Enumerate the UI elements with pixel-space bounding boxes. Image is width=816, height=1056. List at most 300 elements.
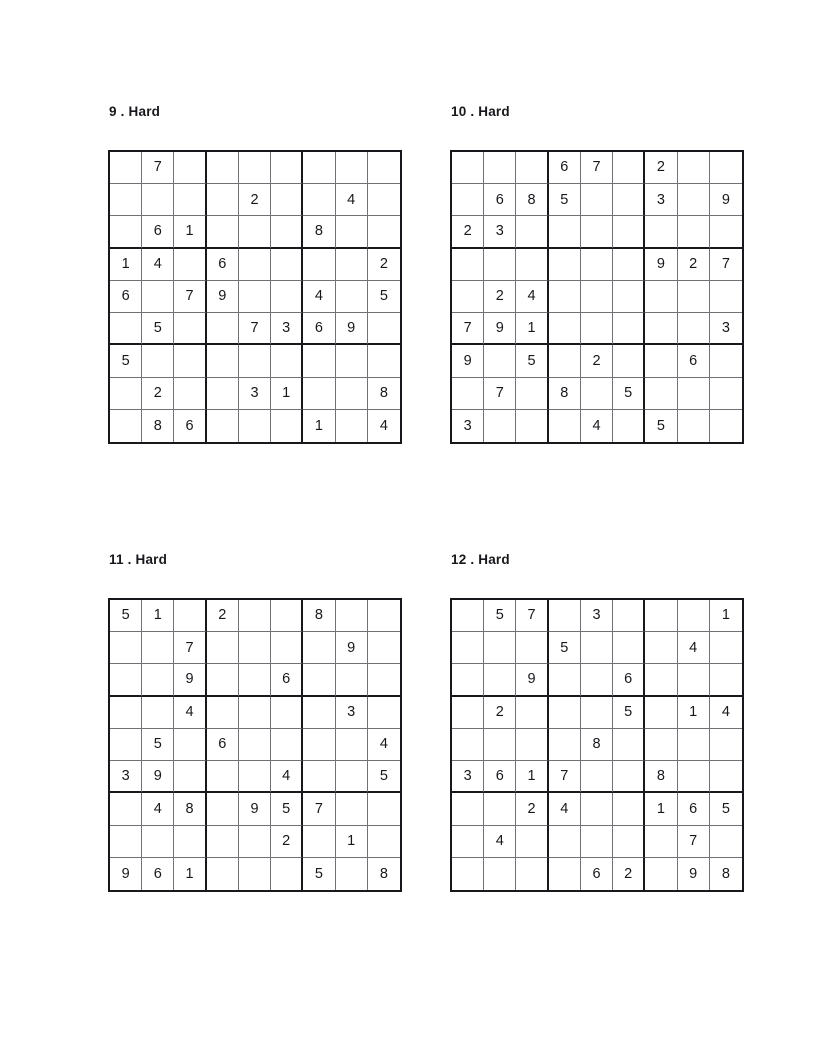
- sudoku-cell-given[interactable]: 9: [336, 313, 368, 345]
- sudoku-cell-empty[interactable]: [581, 184, 613, 216]
- sudoku-cell-empty[interactable]: [581, 249, 613, 281]
- sudoku-cell-empty[interactable]: [368, 184, 400, 216]
- sudoku-cell-given[interactable]: 3: [710, 313, 742, 345]
- sudoku-cell-empty[interactable]: [581, 378, 613, 410]
- sudoku-cell-empty[interactable]: [613, 184, 645, 216]
- sudoku-cell-empty[interactable]: [303, 826, 335, 858]
- sudoku-cell-given[interactable]: 6: [678, 793, 710, 825]
- sudoku-cell-empty[interactable]: [142, 345, 174, 377]
- sudoku-cell-empty[interactable]: [142, 664, 174, 696]
- sudoku-cell-empty[interactable]: [207, 345, 239, 377]
- sudoku-cell-empty[interactable]: [710, 826, 742, 858]
- sudoku-cell-empty[interactable]: [645, 216, 677, 248]
- sudoku-cell-empty[interactable]: [239, 345, 271, 377]
- sudoku-cell-empty[interactable]: [174, 600, 206, 632]
- sudoku-cell-empty[interactable]: [174, 249, 206, 281]
- sudoku-cell-given[interactable]: 8: [379, 865, 388, 882]
- sudoku-cell-given[interactable]: 3: [581, 600, 613, 632]
- sudoku-cell-given[interactable]: 9: [452, 345, 484, 377]
- sudoku-cell-empty[interactable]: [581, 761, 613, 793]
- sudoku-cell-given[interactable]: 7: [549, 761, 581, 793]
- sudoku-cell-empty[interactable]: [678, 378, 710, 410]
- sudoku-cell-given[interactable]: 1: [110, 249, 142, 281]
- sudoku-cell-given[interactable]: 8: [645, 761, 677, 793]
- sudoku-cell-empty[interactable]: [613, 729, 645, 761]
- sudoku-cell-empty[interactable]: [110, 410, 142, 442]
- sudoku-cell-empty[interactable]: [452, 378, 484, 410]
- sudoku-cell-empty[interactable]: [678, 729, 710, 761]
- sudoku-cell-given[interactable]: 8: [549, 378, 581, 410]
- sudoku-cell-given[interactable]: 5: [110, 600, 142, 632]
- sudoku-cell-given[interactable]: 2: [142, 378, 174, 410]
- sudoku-cell-given[interactable]: 2: [484, 281, 516, 313]
- sudoku-cell-given[interactable]: 6: [207, 729, 239, 761]
- sudoku-cell-given[interactable]: 4: [379, 417, 388, 434]
- sudoku-cell-empty[interactable]: [207, 152, 239, 184]
- sudoku-cell-given[interactable]: 3: [645, 184, 677, 216]
- sudoku-cell-empty[interactable]: [303, 664, 335, 696]
- sudoku-cell-given[interactable]: 9: [142, 761, 174, 793]
- sudoku-cell-empty[interactable]: [110, 697, 142, 729]
- sudoku-cell-empty[interactable]: [581, 793, 613, 825]
- sudoku-cell-empty[interactable]: [452, 632, 484, 664]
- sudoku-cell-empty[interactable]: [645, 378, 677, 410]
- sudoku-cell-empty[interactable]: [336, 281, 368, 313]
- sudoku-cell-empty[interactable]: [239, 761, 271, 793]
- sudoku-cell-empty[interactable]: [142, 184, 174, 216]
- sudoku-cell-empty[interactable]: [484, 858, 516, 890]
- sudoku-cell-empty[interactable]: [110, 378, 142, 410]
- sudoku-cell-given[interactable]: 5: [516, 345, 548, 377]
- sudoku-cell-given[interactable]: 6: [549, 152, 581, 184]
- sudoku-cell-empty[interactable]: [549, 313, 581, 345]
- sudoku-cell-empty[interactable]: [581, 313, 613, 345]
- sudoku-cell-empty[interactable]: [303, 378, 335, 410]
- sudoku-cell-given[interactable]: 7: [484, 378, 516, 410]
- sudoku-cell-given[interactable]: 9: [645, 249, 677, 281]
- sudoku-cell-empty[interactable]: [452, 281, 484, 313]
- sudoku-cell-empty[interactable]: [710, 632, 742, 664]
- sudoku-cell-empty[interactable]: [336, 216, 368, 248]
- sudoku-cell-empty[interactable]: [368, 632, 400, 664]
- sudoku-cell-empty[interactable]: [110, 313, 142, 345]
- sudoku-cell-given[interactable]: 8: [174, 793, 206, 825]
- sudoku-cell-empty[interactable]: [516, 378, 548, 410]
- sudoku-cell-empty[interactable]: [110, 184, 142, 216]
- sudoku-cell-empty[interactable]: [452, 184, 484, 216]
- sudoku-cell-empty[interactable]: [645, 345, 677, 377]
- sudoku-cell-empty[interactable]: [710, 152, 742, 184]
- sudoku-cell-empty[interactable]: [207, 793, 239, 825]
- sudoku-cell-given[interactable]: 2: [581, 345, 613, 377]
- sudoku-cell-empty[interactable]: [452, 858, 484, 890]
- sudoku-cell-empty[interactable]: [174, 378, 206, 410]
- sudoku-cell-empty[interactable]: [368, 697, 400, 729]
- sudoku-cell-given[interactable]: 1: [516, 313, 548, 345]
- sudoku-cell-empty[interactable]: [336, 729, 368, 761]
- sudoku-cell-empty[interactable]: [336, 664, 368, 696]
- sudoku-cell-given[interactable]: 6: [207, 249, 239, 281]
- sudoku-cell-empty[interactable]: [207, 858, 239, 890]
- sudoku-cell-empty[interactable]: [484, 729, 516, 761]
- sudoku-cell-given[interactable]: 5: [303, 858, 335, 890]
- sudoku-cell-empty[interactable]: [549, 249, 581, 281]
- sudoku-cell-empty[interactable]: [174, 729, 206, 761]
- sudoku-cell-empty[interactable]: [710, 761, 742, 793]
- sudoku-cell-given[interactable]: 1: [516, 761, 548, 793]
- sudoku-cell-empty[interactable]: [368, 216, 400, 248]
- sudoku-cell-empty[interactable]: [710, 664, 742, 696]
- sudoku-cell-empty[interactable]: [645, 858, 677, 890]
- sudoku-cell-empty[interactable]: [336, 410, 368, 442]
- sudoku-cell-given[interactable]: 2: [678, 249, 710, 281]
- sudoku-cell-empty[interactable]: [271, 858, 303, 890]
- sudoku-cell-given[interactable]: 8: [303, 216, 335, 248]
- sudoku-cell-given[interactable]: 8: [516, 184, 548, 216]
- sudoku-cell-empty[interactable]: [549, 345, 581, 377]
- sudoku-cell-empty[interactable]: [484, 793, 516, 825]
- sudoku-cell-given[interactable]: 1: [678, 697, 710, 729]
- sudoku-cell-given[interactable]: 6: [613, 664, 645, 696]
- sudoku-cell-given[interactable]: 9: [710, 184, 742, 216]
- sudoku-cell-empty[interactable]: [207, 378, 239, 410]
- sudoku-cell-empty[interactable]: [110, 826, 142, 858]
- sudoku-cell-given[interactable]: 4: [484, 826, 516, 858]
- sudoku-cell-given[interactable]: 9: [516, 664, 548, 696]
- sudoku-cell-empty[interactable]: [452, 664, 484, 696]
- sudoku-cell-empty[interactable]: [368, 313, 400, 345]
- sudoku-cell-given[interactable]: 4: [678, 632, 710, 664]
- sudoku-cell-empty[interactable]: [303, 761, 335, 793]
- sudoku-cell-given[interactable]: 3: [110, 761, 142, 793]
- sudoku-cell-given[interactable]: 8: [721, 865, 730, 882]
- sudoku-cell-given[interactable]: 1: [710, 600, 742, 632]
- sudoku-cell-given[interactable]: 6: [678, 345, 710, 377]
- sudoku-cell-empty[interactable]: [484, 152, 516, 184]
- sudoku-cell-empty[interactable]: [516, 729, 548, 761]
- sudoku-cell-empty[interactable]: [239, 249, 271, 281]
- sudoku-cell-empty[interactable]: [303, 697, 335, 729]
- sudoku-cell-given[interactable]: 6: [484, 184, 516, 216]
- sudoku-cell-empty[interactable]: [613, 410, 645, 442]
- sudoku-cell-given[interactable]: 7: [516, 600, 548, 632]
- sudoku-cell-given[interactable]: 3: [484, 216, 516, 248]
- sudoku-cell-given[interactable]: 4: [710, 697, 742, 729]
- sudoku-cell-given[interactable]: 9: [239, 793, 271, 825]
- sudoku-cell-empty[interactable]: [710, 281, 742, 313]
- sudoku-cell-empty[interactable]: [613, 249, 645, 281]
- sudoku-cell-empty[interactable]: [239, 410, 271, 442]
- sudoku-cell-empty[interactable]: [336, 793, 368, 825]
- sudoku-cell-empty[interactable]: [303, 729, 335, 761]
- sudoku-cell-given[interactable]: 3: [336, 697, 368, 729]
- sudoku-cell-empty[interactable]: [613, 152, 645, 184]
- sudoku-cell-given[interactable]: 7: [710, 249, 742, 281]
- sudoku-cell-given[interactable]: 9: [336, 632, 368, 664]
- sudoku-cell-empty[interactable]: [645, 697, 677, 729]
- sudoku-cell-given[interactable]: 6: [581, 858, 613, 890]
- sudoku-cell-empty[interactable]: [516, 249, 548, 281]
- sudoku-cell-empty[interactable]: [549, 664, 581, 696]
- sudoku-cell-given[interactable]: 5: [368, 761, 400, 793]
- sudoku-cell-empty[interactable]: [368, 826, 400, 858]
- sudoku-cell-empty[interactable]: [581, 281, 613, 313]
- sudoku-cell-empty[interactable]: [678, 281, 710, 313]
- sudoku-cell-given[interactable]: 4: [336, 184, 368, 216]
- sudoku-cell-empty[interactable]: [207, 313, 239, 345]
- sudoku-cell-empty[interactable]: [549, 600, 581, 632]
- sudoku-cell-given[interactable]: 5: [613, 378, 645, 410]
- sudoku-cell-empty[interactable]: [174, 313, 206, 345]
- sudoku-cell-empty[interactable]: [613, 600, 645, 632]
- sudoku-cell-given[interactable]: 2: [452, 216, 484, 248]
- sudoku-cell-empty[interactable]: [239, 632, 271, 664]
- sudoku-cell-given[interactable]: 6: [110, 281, 142, 313]
- sudoku-cell-given[interactable]: 2: [271, 826, 303, 858]
- sudoku-cell-given[interactable]: 2: [516, 793, 548, 825]
- sudoku-cell-given[interactable]: 6: [271, 664, 303, 696]
- sudoku-cell-given[interactable]: 9: [678, 858, 710, 890]
- sudoku-cell-empty[interactable]: [613, 793, 645, 825]
- sudoku-cell-empty[interactable]: [271, 600, 303, 632]
- sudoku-cell-empty[interactable]: [678, 216, 710, 248]
- sudoku-cell-empty[interactable]: [613, 281, 645, 313]
- sudoku-cell-empty[interactable]: [678, 184, 710, 216]
- sudoku-cell-empty[interactable]: [581, 826, 613, 858]
- sudoku-cell-given[interactable]: 7: [239, 313, 271, 345]
- sudoku-cell-empty[interactable]: [484, 345, 516, 377]
- sudoku-cell-empty[interactable]: [484, 632, 516, 664]
- sudoku-cell-given[interactable]: 8: [581, 729, 613, 761]
- sudoku-cell-empty[interactable]: [207, 632, 239, 664]
- sudoku-cell-empty[interactable]: [710, 378, 742, 410]
- sudoku-cell-empty[interactable]: [271, 281, 303, 313]
- sudoku-cell-empty[interactable]: [452, 697, 484, 729]
- sudoku-cell-empty[interactable]: [678, 410, 710, 442]
- sudoku-cell-given[interactable]: 5: [484, 600, 516, 632]
- sudoku-cell-empty[interactable]: [174, 152, 206, 184]
- sudoku-cell-empty[interactable]: [549, 281, 581, 313]
- sudoku-cell-given[interactable]: 7: [678, 826, 710, 858]
- sudoku-cell-empty[interactable]: [452, 152, 484, 184]
- sudoku-cell-empty[interactable]: [142, 826, 174, 858]
- sudoku-cell-empty[interactable]: [613, 826, 645, 858]
- sudoku-cell-given[interactable]: 5: [142, 313, 174, 345]
- sudoku-cell-given[interactable]: 7: [303, 793, 335, 825]
- sudoku-cell-given[interactable]: 4: [516, 281, 548, 313]
- sudoku-cell-given[interactable]: 9: [174, 664, 206, 696]
- sudoku-cell-given[interactable]: 8: [368, 378, 400, 410]
- sudoku-cell-empty[interactable]: [207, 697, 239, 729]
- sudoku-cell-empty[interactable]: [549, 858, 581, 890]
- sudoku-cell-given[interactable]: 5: [142, 729, 174, 761]
- sudoku-cell-empty[interactable]: [303, 632, 335, 664]
- sudoku-cell-empty[interactable]: [549, 729, 581, 761]
- sudoku-cell-empty[interactable]: [581, 664, 613, 696]
- sudoku-cell-empty[interactable]: [207, 761, 239, 793]
- sudoku-cell-empty[interactable]: [452, 793, 484, 825]
- sudoku-cell-empty[interactable]: [110, 729, 142, 761]
- sudoku-cell-empty[interactable]: [613, 632, 645, 664]
- sudoku-cell-empty[interactable]: [303, 345, 335, 377]
- sudoku-cell-empty[interactable]: [368, 600, 400, 632]
- sudoku-cell-empty[interactable]: [516, 152, 548, 184]
- sudoku-cell-empty[interactable]: [271, 152, 303, 184]
- sudoku-cell-empty[interactable]: [336, 378, 368, 410]
- sudoku-cell-empty[interactable]: [516, 858, 548, 890]
- sudoku-cell-given[interactable]: 4: [174, 697, 206, 729]
- sudoku-cell-empty[interactable]: [516, 826, 548, 858]
- sudoku-cell-empty[interactable]: [239, 697, 271, 729]
- sudoku-cell-given[interactable]: 5: [110, 345, 142, 377]
- sudoku-cell-given[interactable]: 4: [581, 410, 613, 442]
- sudoku-cell-given[interactable]: 6: [142, 216, 174, 248]
- sudoku-cell-given[interactable]: 1: [336, 826, 368, 858]
- sudoku-cell-empty[interactable]: [336, 858, 368, 890]
- sudoku-cell-empty[interactable]: [207, 184, 239, 216]
- sudoku-cell-empty[interactable]: [710, 345, 742, 377]
- sudoku-cell-empty[interactable]: [174, 345, 206, 377]
- sudoku-cell-empty[interactable]: [452, 826, 484, 858]
- sudoku-cell-empty[interactable]: [678, 600, 710, 632]
- sudoku-cell-given[interactable]: 9: [207, 281, 239, 313]
- sudoku-cell-empty[interactable]: [549, 410, 581, 442]
- sudoku-cell-empty[interactable]: [613, 216, 645, 248]
- sudoku-cell-given[interactable]: 6: [484, 761, 516, 793]
- sudoku-cell-empty[interactable]: [110, 152, 142, 184]
- sudoku-cell-empty[interactable]: [174, 826, 206, 858]
- sudoku-cell-given[interactable]: 8: [142, 410, 174, 442]
- sudoku-cell-empty[interactable]: [271, 729, 303, 761]
- sudoku-cell-empty[interactable]: [207, 826, 239, 858]
- sudoku-cell-given[interactable]: 6: [303, 313, 335, 345]
- sudoku-cell-given[interactable]: 1: [142, 600, 174, 632]
- sudoku-cell-empty[interactable]: [239, 858, 271, 890]
- sudoku-cell-empty[interactable]: [336, 249, 368, 281]
- sudoku-cell-given[interactable]: 2: [484, 697, 516, 729]
- sudoku-cell-empty[interactable]: [239, 600, 271, 632]
- sudoku-cell-empty[interactable]: [174, 761, 206, 793]
- sudoku-cell-given[interactable]: 4: [303, 281, 335, 313]
- sudoku-cell-empty[interactable]: [452, 249, 484, 281]
- sudoku-cell-empty[interactable]: [484, 664, 516, 696]
- sudoku-cell-empty[interactable]: [678, 313, 710, 345]
- sudoku-cell-given[interactable]: 2: [239, 184, 271, 216]
- sudoku-cell-empty[interactable]: [613, 761, 645, 793]
- sudoku-cell-empty[interactable]: [581, 216, 613, 248]
- sudoku-cell-empty[interactable]: [581, 632, 613, 664]
- sudoku-cell-empty[interactable]: [710, 729, 742, 761]
- sudoku-cell-given[interactable]: 2: [368, 249, 400, 281]
- sudoku-cell-empty[interactable]: [336, 761, 368, 793]
- sudoku-cell-given[interactable]: 7: [174, 281, 206, 313]
- sudoku-cell-empty[interactable]: [303, 184, 335, 216]
- sudoku-cell-empty[interactable]: [678, 152, 710, 184]
- sudoku-cell-empty[interactable]: [645, 664, 677, 696]
- sudoku-cell-empty[interactable]: [110, 664, 142, 696]
- sudoku-cell-empty[interactable]: [207, 664, 239, 696]
- sudoku-cell-empty[interactable]: [368, 152, 400, 184]
- sudoku-cell-given[interactable]: 2: [613, 858, 645, 890]
- sudoku-cell-given[interactable]: 9: [484, 313, 516, 345]
- sudoku-cell-empty[interactable]: [239, 152, 271, 184]
- sudoku-cell-empty[interactable]: [549, 216, 581, 248]
- sudoku-cell-empty[interactable]: [336, 152, 368, 184]
- sudoku-cell-empty[interactable]: [368, 345, 400, 377]
- sudoku-cell-empty[interactable]: [271, 632, 303, 664]
- sudoku-cell-given[interactable]: 7: [142, 152, 174, 184]
- sudoku-cell-given[interactable]: 4: [142, 249, 174, 281]
- sudoku-cell-empty[interactable]: [271, 345, 303, 377]
- sudoku-cell-empty[interactable]: [710, 216, 742, 248]
- sudoku-cell-given[interactable]: 3: [452, 761, 484, 793]
- sudoku-cell-empty[interactable]: [271, 216, 303, 248]
- sudoku-cell-empty[interactable]: [174, 184, 206, 216]
- sudoku-cell-given[interactable]: 4: [142, 793, 174, 825]
- sudoku-cell-given[interactable]: 1: [174, 858, 206, 890]
- sudoku-cell-given[interactable]: 5: [710, 793, 742, 825]
- sudoku-cell-empty[interactable]: [452, 600, 484, 632]
- sudoku-cell-given[interactable]: 7: [174, 632, 206, 664]
- sudoku-cell-empty[interactable]: [549, 697, 581, 729]
- sudoku-cell-given[interactable]: 7: [452, 313, 484, 345]
- sudoku-cell-empty[interactable]: [452, 729, 484, 761]
- sudoku-cell-empty[interactable]: [516, 697, 548, 729]
- sudoku-cell-given[interactable]: 5: [368, 281, 400, 313]
- sudoku-cell-empty[interactable]: [142, 632, 174, 664]
- sudoku-cell-empty[interactable]: [110, 793, 142, 825]
- sudoku-cell-empty[interactable]: [645, 600, 677, 632]
- sudoku-cell-given[interactable]: 6: [174, 410, 206, 442]
- sudoku-cell-empty[interactable]: [271, 697, 303, 729]
- sudoku-cell-given[interactable]: 6: [142, 858, 174, 890]
- sudoku-cell-given[interactable]: 2: [207, 600, 239, 632]
- sudoku-cell-given[interactable]: 4: [368, 729, 400, 761]
- sudoku-cell-given[interactable]: 5: [613, 697, 645, 729]
- sudoku-cell-empty[interactable]: [645, 826, 677, 858]
- sudoku-cell-empty[interactable]: [484, 249, 516, 281]
- sudoku-cell-given[interactable]: 4: [271, 761, 303, 793]
- sudoku-cell-empty[interactable]: [516, 216, 548, 248]
- sudoku-cell-empty[interactable]: [549, 826, 581, 858]
- sudoku-cell-given[interactable]: 4: [549, 793, 581, 825]
- sudoku-cell-empty[interactable]: [110, 216, 142, 248]
- sudoku-cell-given[interactable]: 2: [645, 152, 677, 184]
- sudoku-cell-given[interactable]: 1: [174, 216, 206, 248]
- sudoku-cell-given[interactable]: 1: [645, 793, 677, 825]
- sudoku-cell-empty[interactable]: [516, 410, 548, 442]
- sudoku-cell-empty[interactable]: [207, 410, 239, 442]
- sudoku-cell-empty[interactable]: [110, 632, 142, 664]
- sudoku-cell-empty[interactable]: [142, 281, 174, 313]
- sudoku-cell-empty[interactable]: [336, 600, 368, 632]
- sudoku-cell-given[interactable]: 5: [271, 793, 303, 825]
- sudoku-cell-given[interactable]: 3: [452, 410, 484, 442]
- sudoku-cell-given[interactable]: 7: [581, 152, 613, 184]
- sudoku-cell-given[interactable]: 5: [645, 410, 677, 442]
- sudoku-cell-given[interactable]: 5: [549, 632, 581, 664]
- sudoku-cell-empty[interactable]: [239, 826, 271, 858]
- sudoku-cell-empty[interactable]: [368, 664, 400, 696]
- sudoku-cell-empty[interactable]: [271, 249, 303, 281]
- sudoku-cell-empty[interactable]: [581, 697, 613, 729]
- sudoku-cell-empty[interactable]: [303, 249, 335, 281]
- sudoku-cell-empty[interactable]: [484, 410, 516, 442]
- sudoku-cell-empty[interactable]: [336, 345, 368, 377]
- sudoku-cell-empty[interactable]: [303, 152, 335, 184]
- sudoku-cell-empty[interactable]: [239, 281, 271, 313]
- sudoku-cell-given[interactable]: 9: [110, 858, 142, 890]
